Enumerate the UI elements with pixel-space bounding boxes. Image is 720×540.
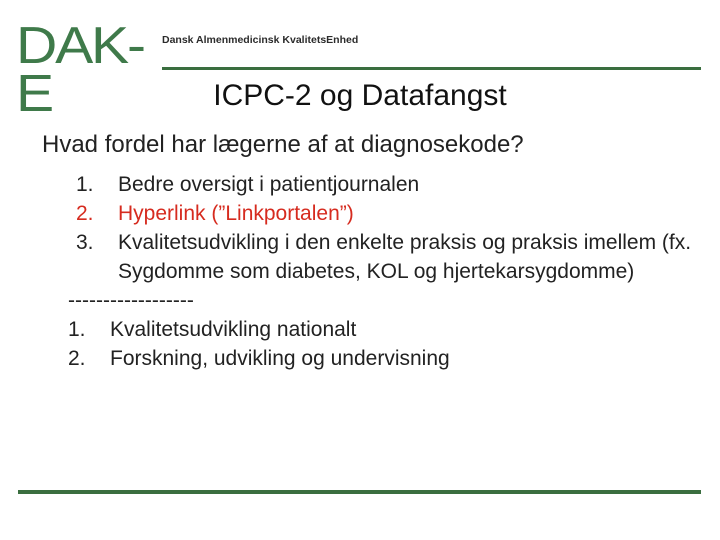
list-item-text: Hyperlink (”Linkportalen”)	[118, 202, 354, 225]
list-item	[76, 228, 706, 286]
list-item-highlighted	[76, 199, 706, 228]
list-item	[76, 170, 706, 199]
list-item-number: 1.	[76, 173, 94, 196]
list-item-number: 3.	[76, 231, 94, 254]
logo-subtitle: Dansk Almenmedicinsk KvalitetsEnhed	[162, 34, 359, 46]
list-item-text: Bedre oversigt i patientjournalen	[118, 173, 420, 196]
slide-question: Hvad fordel har lægerne af at diagnosekode?	[42, 131, 524, 158]
benefit-list	[68, 170, 706, 373]
footer-rule	[18, 490, 701, 494]
header-rule	[162, 67, 701, 70]
list-item	[68, 344, 706, 373]
list-item-text: Kvalitetsudvikling i den enkelte praksis og praksis imellem (fx. Sygdomme som diabetes, KOL og hjertekarsygdomme)	[118, 231, 692, 283]
list-item-text: Kvalitetsudvikling nationalt	[110, 318, 357, 341]
list-item-number: 2.	[68, 347, 86, 370]
list-item	[68, 315, 706, 344]
list-item-number: 1.	[68, 318, 86, 341]
slide-title: ICPC-2 og Datafangst	[213, 79, 507, 112]
list-item-number: 2.	[76, 202, 94, 225]
text-divider: ------------------	[68, 289, 194, 312]
logo-mark: DAK-E	[16, 17, 144, 123]
list-item-text: Forskning, udvikling og undervisning	[110, 347, 450, 370]
